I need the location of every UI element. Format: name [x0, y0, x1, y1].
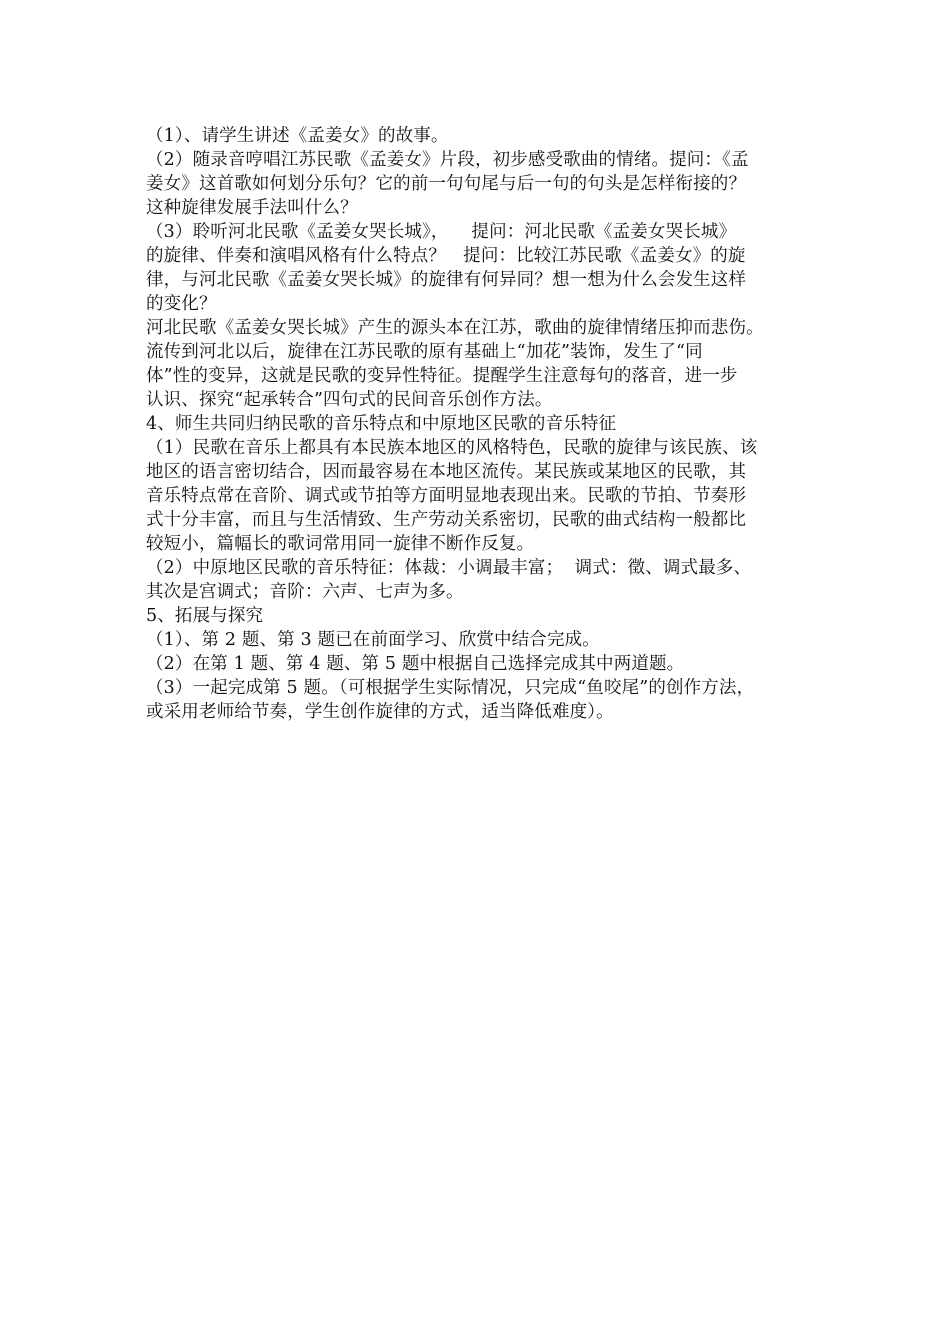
text-line: 式十分丰富，而且与生活情致、生产劳动关系密切，民歌的曲式结构一般都比 — [146, 510, 747, 530]
text-line: 流传到河北以后，旋律在江苏民歌的原有基础上“加花”装饰，发生了“同 — [146, 342, 703, 362]
text-line: （2）中原地区民歌的音乐特征：体裁：小调最丰富； 调式：徵、调式最多、 — [146, 558, 752, 578]
text-line: （2）随录音哼唱江苏民歌《孟姜女》片段，初步感受歌曲的情绪。提问：《孟 — [146, 150, 749, 170]
section-heading: 5、拓展与探究 — [146, 606, 264, 626]
text-line: 认识、探究“起承转合”四句式的民间音乐创作方法。 — [146, 390, 553, 410]
document-body — [146, 124, 818, 724]
text-line: （3）聆听河北民歌《孟姜女哭长城》， 提问：河北民歌《孟姜女哭长城》 — [146, 222, 737, 242]
text-line: 音乐特点常在音阶、调式或节拍等方面明显地表现出来。民歌的节拍、节奏形 — [146, 486, 747, 506]
text-line: 地区的语言密切结合，因而最容易在本地区流传。某民族或某地区的民歌，其 — [146, 462, 747, 482]
text-line: 的旋律、伴奏和演唱风格有什么特点？ 提问：比较江苏民歌《孟姜女》的旋 — [146, 246, 746, 266]
text-line: 其次是宫调式；音阶：六声、七声为多。 — [146, 582, 464, 602]
text-line: 体”性的变异，这就是民歌的变异性特征。提醒学生注意每句的落音，进一步 — [146, 366, 738, 386]
text-line: 这种旋律发展手法叫什么？ — [146, 198, 358, 218]
text-line: 河北民歌《孟姜女哭长城》产生的源头本在江苏，歌曲的旋律情绪压抑而悲伤。 — [146, 318, 764, 338]
text-line: 或采用老师给节奏，学生创作旋律的方式，适当降低难度）。 — [146, 702, 614, 722]
text-line: （1）、第 2 题、第 3 题已在前面学习、欣赏中结合完成。 — [146, 630, 600, 650]
text-line: （2）在第 1 题、第 4 题、第 5 题中根据自己选择完成其中两道题。 — [146, 654, 685, 674]
text-line: （3）一起完成第 5 题。（可根据学生实际情况，只完成“鱼咬尾”的创作方法， — [146, 678, 755, 698]
text-line: 律，与河北民歌《孟姜女哭长城》的旋律有何异同？想一想为什么会发生这样 — [146, 270, 747, 290]
text-line: 的变化？ — [146, 294, 217, 314]
section-heading: 4、师生共同归纳民歌的音乐特点和中原地区民歌的音乐特征 — [146, 414, 617, 434]
text-line: 姜女》这首歌如何划分乐句？它的前一句句尾与后一句的句头是怎样衔接的？ — [146, 174, 747, 194]
text-line: 较短小，篇幅长的歌词常用同一旋律不断作反复。 — [146, 534, 535, 554]
text-line: （1）、请学生讲述《孟姜女》的故事。 — [146, 126, 449, 146]
text-line: （1）民歌在音乐上都具有本民族本地区的风格特色，民歌的旋律与该民族、该 — [146, 438, 758, 458]
